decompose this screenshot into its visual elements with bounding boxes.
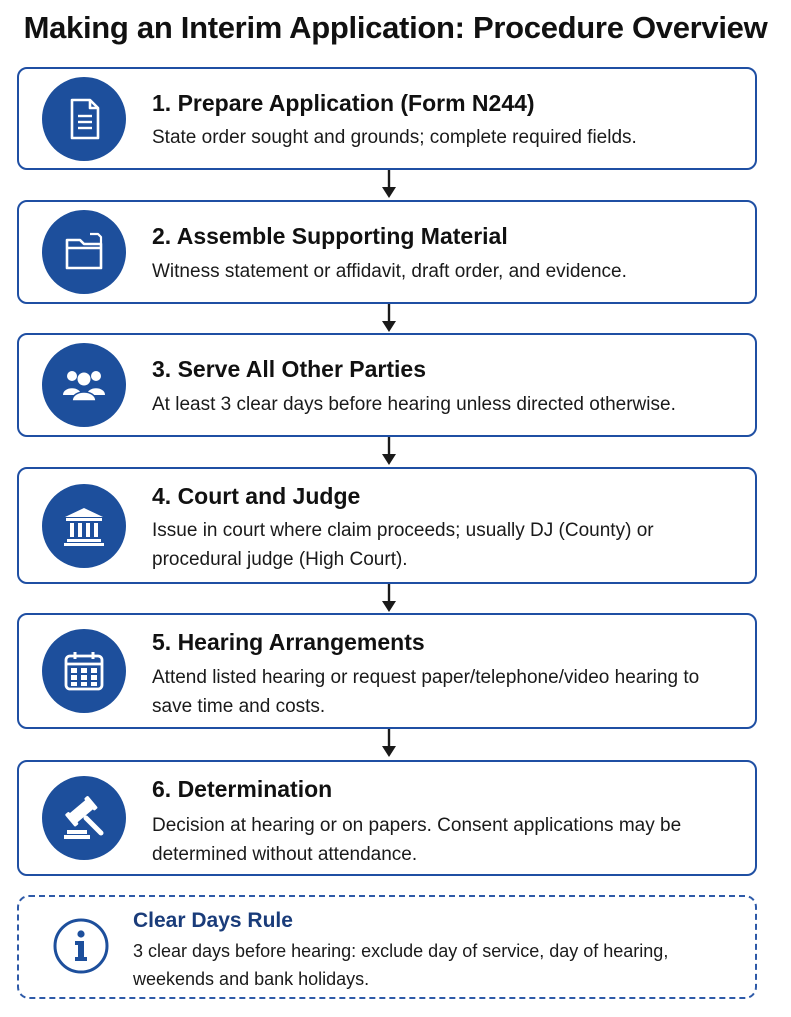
info-icon: [52, 917, 110, 975]
step-5-heading: 5. Hearing Arrangements: [152, 629, 425, 655]
step-2-description: Witness statement or affidavit, draft order, and evidence.: [152, 261, 627, 282]
flow-arrow: [379, 437, 399, 467]
step-1-heading: 1. Prepare Application (Form N244): [152, 90, 535, 116]
gavel-icon: [42, 776, 126, 860]
step-5-card: [17, 613, 757, 729]
step-6-heading: 6. Determination: [152, 776, 333, 802]
step-6-description: Decision at hearing or on papers. Consent applications may be determined without attendance.: [152, 815, 682, 865]
flow-arrow: [379, 170, 399, 200]
flow-arrow: [379, 304, 399, 334]
step-3-description: At least 3 clear days before hearing unless directed otherwise.: [152, 394, 676, 415]
courthouse-icon: [42, 484, 126, 568]
step-3-card: [17, 333, 757, 437]
step-4-heading: 4. Court and Judge: [152, 483, 361, 509]
step-5-description: Attend listed hearing or request paper/telephone/video hearing to save time and costs.: [152, 667, 700, 717]
step-2-card: [17, 200, 757, 304]
step-1-card: [17, 67, 757, 170]
clear-days-note: [17, 895, 757, 999]
step-3-heading: 3. Serve All Other Parties: [152, 356, 427, 382]
step-1-description: State order sought and grounds; complete required fields.: [152, 127, 637, 148]
step-4-card: [17, 467, 757, 584]
step-4-description: Issue in court where claim proceeds; usually DJ (County) or procedural judge (High Court).: [152, 520, 654, 570]
page-title: Making an Interim Application: Procedure Overview: [23, 10, 768, 45]
flow-arrow: [379, 729, 399, 759]
people-icon: [42, 343, 126, 427]
folder-icon: [42, 210, 126, 294]
note-heading: Clear Days Rule: [133, 909, 293, 932]
document-icon: [42, 77, 126, 161]
note-description: 3 clear days before hearing: exclude day of service, day of hearing, weekends and bank holidays.: [133, 941, 669, 989]
flow-arrow: [379, 584, 399, 614]
step-2-heading: 2. Assemble Supporting Material: [152, 223, 508, 249]
calendar-icon: [42, 629, 126, 713]
step-6-card: [17, 760, 757, 876]
